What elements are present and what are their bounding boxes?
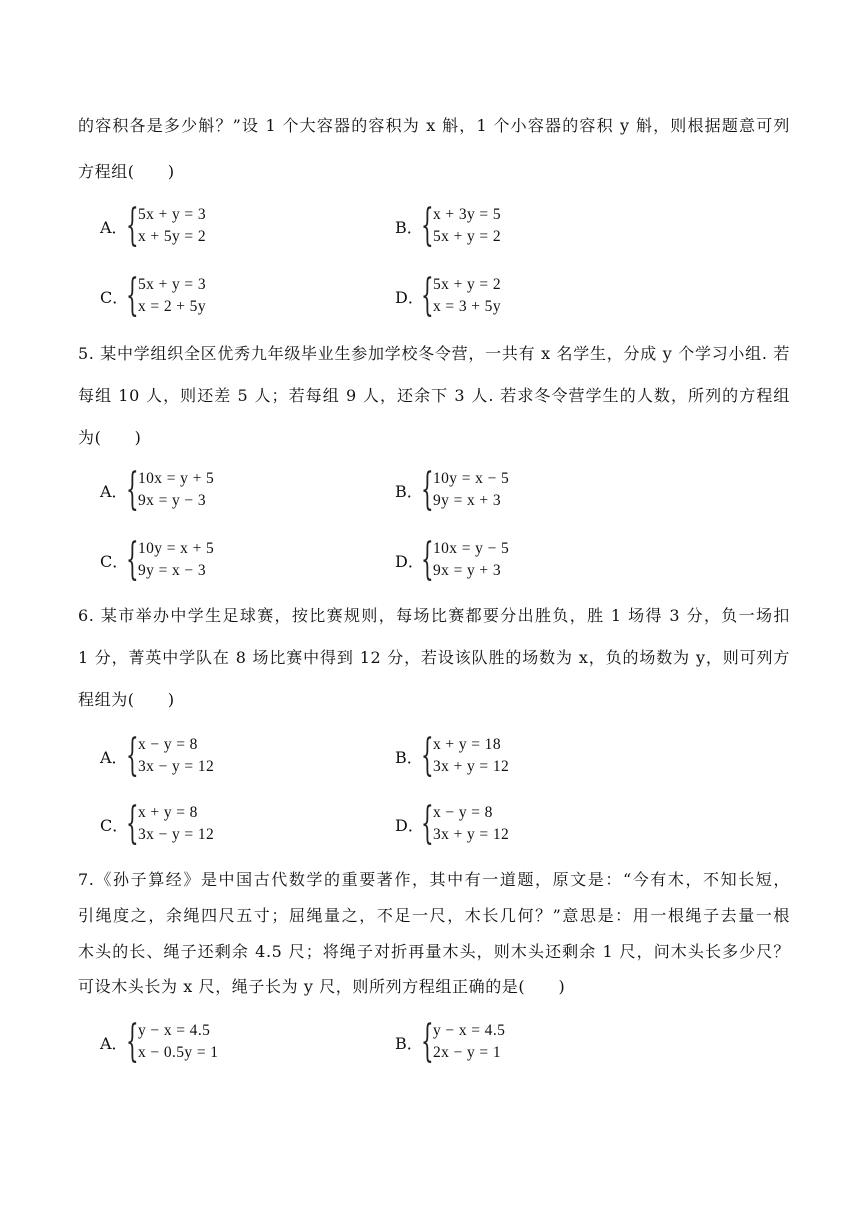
option-label: A． — [100, 481, 128, 501]
equation: 5x + y = 3 — [138, 276, 206, 293]
option-label: D． — [395, 287, 424, 307]
q5-option-b[interactable] — [395, 466, 509, 514]
equation: 9x = y − 3 — [138, 492, 206, 509]
q6-option-a[interactable] — [100, 732, 214, 780]
q5-text-line-2: 每组 10 人，则还差 5 人；若每组 9 人，还余下 3 人. 若求冬令营学生的人数，所列的方程组 — [78, 386, 790, 405]
equation: 3x + y = 12 — [433, 758, 510, 775]
equation: 3x − y = 12 — [138, 758, 215, 775]
equation-system — [126, 1018, 218, 1066]
equation: x = 3 + 5y — [433, 298, 501, 315]
equation: 9y = x + 3 — [433, 492, 501, 509]
option-label: A． — [100, 747, 128, 767]
brace-symbol: { — [421, 1016, 434, 1067]
brace-symbol: { — [126, 730, 139, 781]
equation: x + y = 8 — [138, 804, 198, 821]
option-label: C． — [100, 551, 129, 571]
option-label: C． — [100, 287, 129, 307]
option-label: B． — [395, 481, 423, 501]
equation-system — [421, 536, 509, 584]
brace-symbol: { — [421, 730, 434, 781]
q4-text-line-1: 的容积各是多少斛？”设 1 个大容器的容积为 x 斛，1 个小容器的容积 y 斛，则根据题意可列 — [78, 116, 790, 135]
q5-text-line-3: 为( ) — [78, 428, 142, 447]
q7-option-a[interactable] — [100, 1018, 218, 1066]
equation: x − y = 8 — [433, 804, 493, 821]
equation-system — [126, 202, 206, 250]
equation-system — [126, 800, 214, 848]
q4-option-a[interactable] — [100, 202, 206, 250]
equation: 5x + y = 2 — [433, 276, 501, 293]
brace-symbol: { — [126, 534, 139, 585]
equation: 5x + y = 3 — [138, 206, 206, 223]
q7-text-line-3: 木头的长、绳子还剩余 4.5 尺；将绳子对折再量木头，则木头还剩余 1 尺，问木头长多少尺？ — [78, 942, 790, 961]
equation: y − x = 4.5 — [433, 1022, 506, 1039]
equation-system — [126, 466, 214, 514]
option-label: B． — [395, 1033, 423, 1053]
brace-symbol: { — [126, 270, 139, 321]
q6-text-line-3: 程组为( ) — [78, 690, 175, 709]
equation-system — [421, 732, 509, 780]
option-label: B． — [395, 217, 423, 237]
equation: 3x − y = 12 — [138, 826, 215, 843]
equation-system — [421, 202, 501, 250]
option-label: D． — [395, 815, 424, 835]
q6-option-d[interactable] — [395, 800, 509, 848]
q7-option-b[interactable] — [395, 1018, 505, 1066]
equation: 10y = x − 5 — [433, 470, 510, 487]
equation: x − y = 8 — [138, 736, 198, 753]
equation: 3x + y = 12 — [433, 826, 510, 843]
equation: 10x = y − 5 — [433, 540, 510, 557]
brace-symbol: { — [126, 1016, 139, 1067]
option-label: A． — [100, 1033, 128, 1053]
brace-symbol: { — [421, 200, 434, 251]
q6-text-line-2: 1 分，菁英中学队在 8 场比赛中得到 12 分，若设该队胜的场数为 x，负的场数为 y，则可列方 — [78, 648, 790, 667]
q6-text-line-1: 6. 某市举办中学生足球赛，按比赛规则，每场比赛都要分出胜负，胜 1 场得 3 分，负一场扣 — [78, 606, 790, 625]
q5-option-a[interactable] — [100, 466, 214, 514]
equation: x = 2 + 5y — [138, 298, 206, 315]
equation: 10x = y + 5 — [138, 470, 215, 487]
q5-text-line-1: 5. 某中学组织全区优秀九年级毕业生参加学校冬令营，一共有 x 名学生，分成 y 个学习小组. 若 — [78, 344, 790, 363]
equation: x + 3y = 5 — [433, 206, 501, 223]
q4-option-c[interactable] — [100, 272, 206, 320]
equation-system — [126, 732, 214, 780]
equation-system — [421, 1018, 505, 1066]
brace-symbol: { — [421, 270, 434, 321]
q7-text-line-1: 7.《孙子算经》是中国古代数学的重要著作，其中有一道题，原文是：“今有木，不知长短， — [78, 870, 790, 889]
brace-symbol: { — [421, 464, 434, 515]
q6-option-c[interactable] — [100, 800, 214, 848]
option-label: A． — [100, 217, 128, 237]
q4-option-b[interactable] — [395, 202, 501, 250]
equation: x + 5y = 2 — [138, 228, 206, 245]
equation: 5x + y = 2 — [433, 228, 501, 245]
option-label: D． — [395, 551, 424, 571]
equation-system — [126, 536, 214, 584]
q7-text-line-4: 可设木头长为 x 尺，绳子长为 y 尺，则所列方程组正确的是( ) — [78, 977, 566, 996]
equation: 9y = x − 3 — [138, 562, 206, 579]
equation: y − x = 4.5 — [138, 1022, 211, 1039]
brace-symbol: { — [126, 798, 139, 849]
brace-symbol: { — [421, 534, 434, 585]
equation: 10y = x + 5 — [138, 540, 215, 557]
equation-system — [126, 272, 206, 320]
brace-symbol: { — [126, 200, 139, 251]
equation-system — [421, 466, 509, 514]
brace-symbol: { — [421, 798, 434, 849]
equation-system — [421, 800, 509, 848]
q6-option-b[interactable] — [395, 732, 509, 780]
q4-text-line-2: 方程组( ) — [78, 162, 175, 181]
equation: 2x − y = 1 — [433, 1044, 501, 1061]
equation-system — [421, 272, 501, 320]
q5-option-d[interactable] — [395, 536, 509, 584]
q5-option-c[interactable] — [100, 536, 214, 584]
brace-symbol: { — [126, 464, 139, 515]
q4-option-d[interactable] — [395, 272, 501, 320]
equation: x + y = 18 — [433, 736, 501, 753]
q7-text-line-2: 引绳度之，余绳四尺五寸；屈绳量之，不足一尺，木长几何？”意思是：用一根绳子去量一根 — [78, 906, 790, 925]
option-label: B． — [395, 747, 423, 767]
option-label: C． — [100, 815, 129, 835]
equation: x − 0.5y = 1 — [138, 1044, 219, 1061]
equation: 9x = y + 3 — [433, 562, 501, 579]
